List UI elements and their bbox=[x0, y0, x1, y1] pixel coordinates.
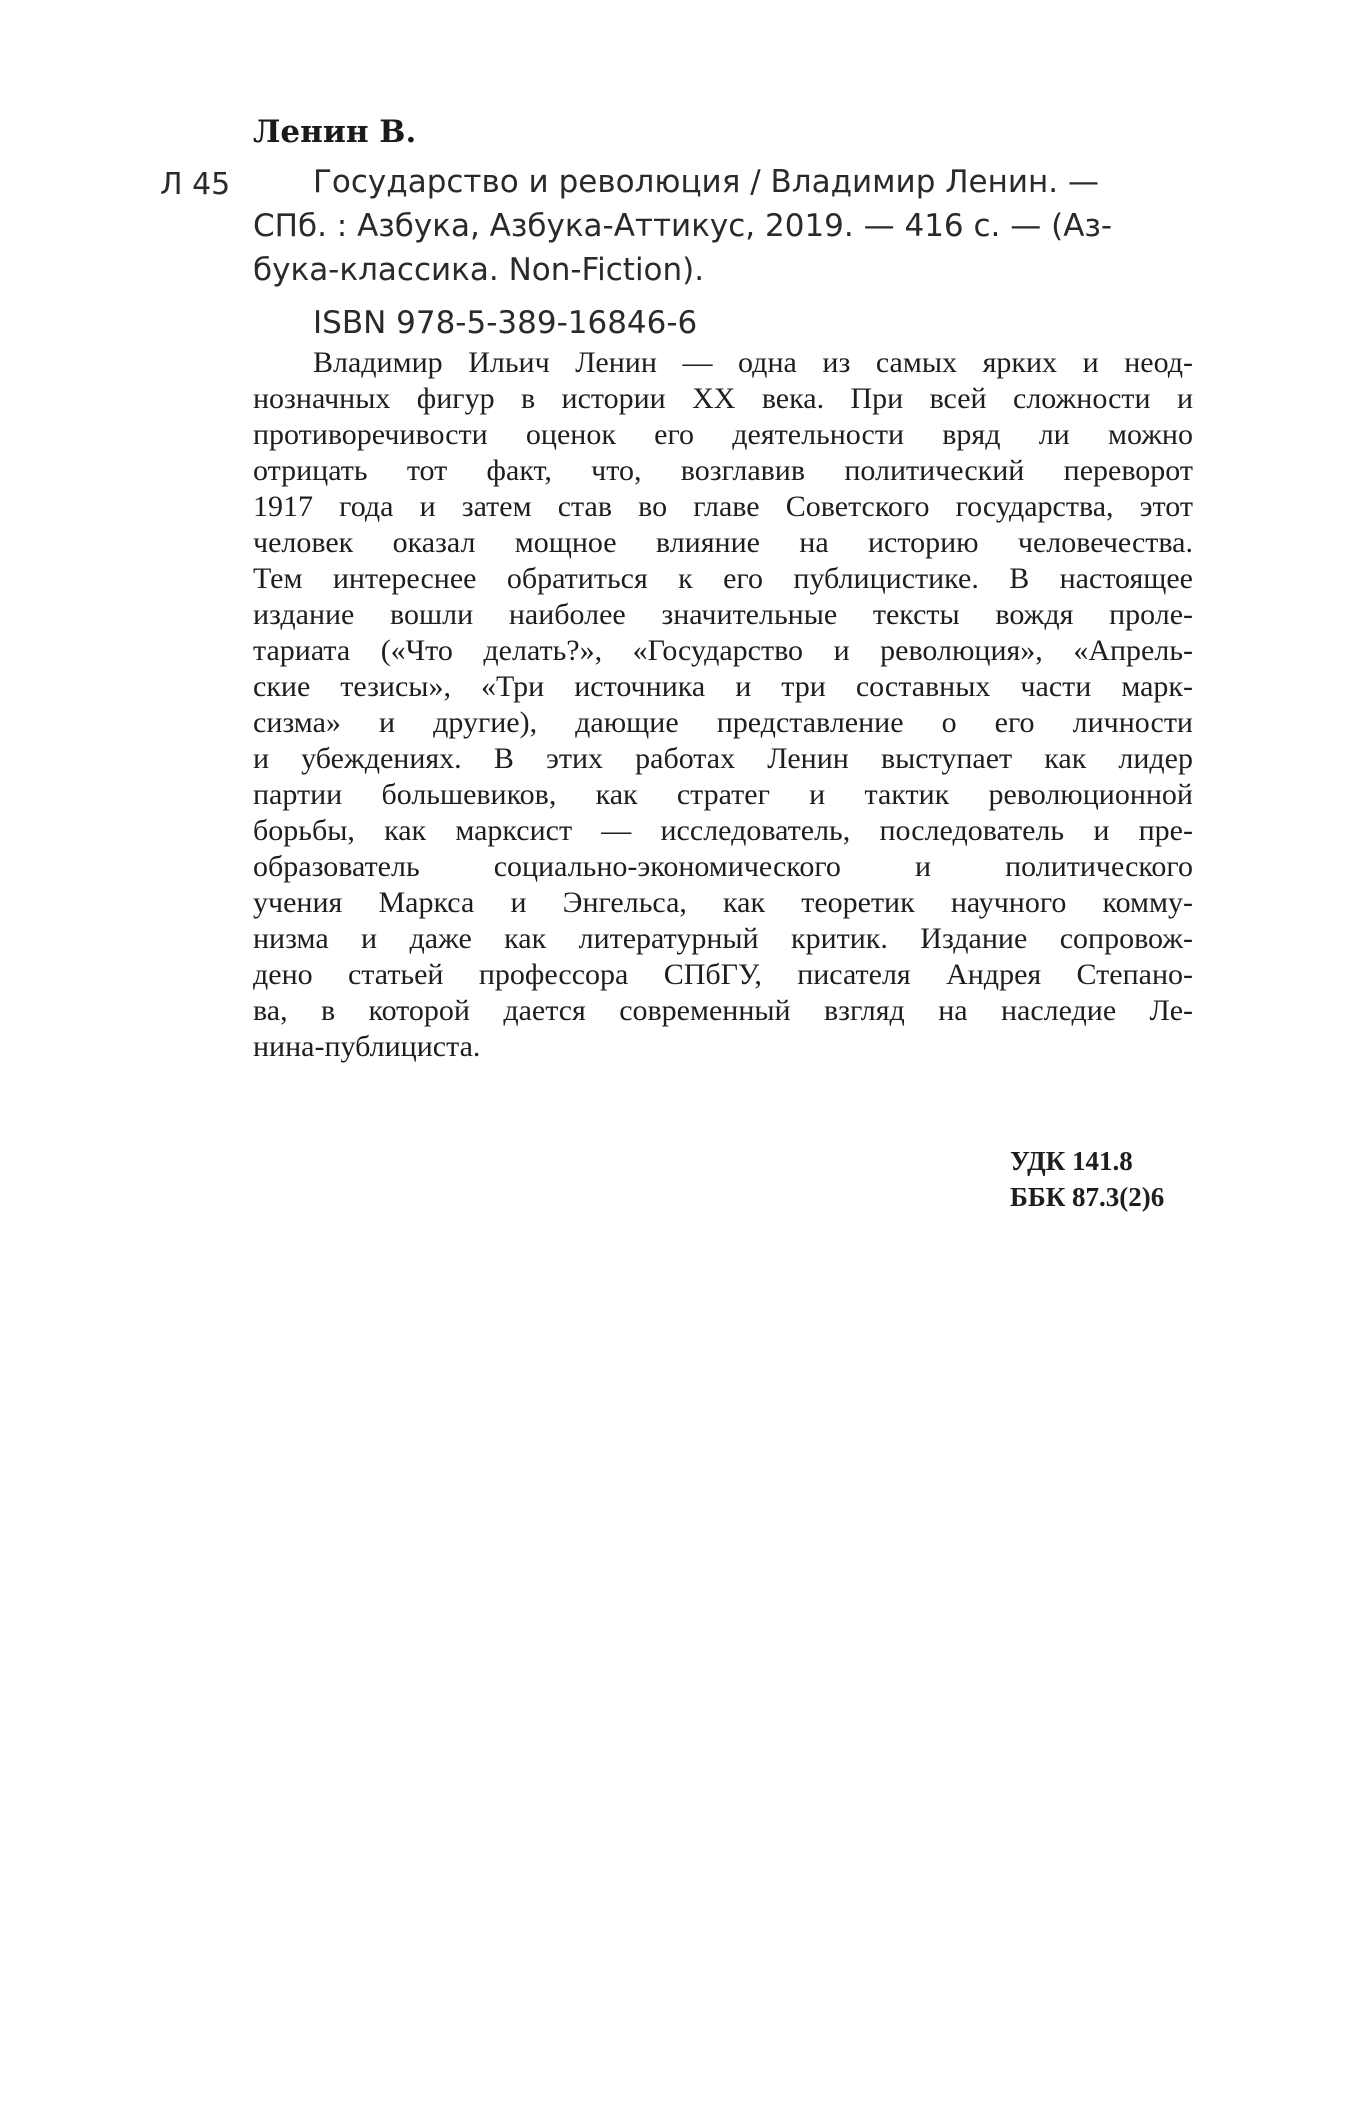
annotation-line: Тем интереснее обратиться к его публицистике. В настоящее bbox=[253, 562, 1193, 595]
annotation-line: дено статьей профессора СПбГУ, писателя Андрея Степано- bbox=[253, 958, 1193, 991]
annotation-line: человек оказал мощное влияние на историю человечества. bbox=[253, 526, 1193, 559]
annotation-line: низма и даже как литературный критик. Издание сопровож- bbox=[253, 922, 1193, 955]
annotation-line: нозначных фигур в истории XX века. При всей сложности и bbox=[253, 382, 1193, 415]
annotation-line: 1917 года и затем став во главе Советского государства, этот bbox=[253, 490, 1193, 523]
bbk-code: ББК 87.3(2)6 bbox=[1010, 1182, 1165, 1212]
annotation-line: борьбы, как марксист — исследователь, последователь и пре- bbox=[253, 814, 1193, 847]
annotation-line: отрицать тот факт, что, возглавив политический переворот bbox=[253, 454, 1193, 487]
author-name: Ленин В. bbox=[253, 114, 417, 150]
annotation-line: нина-публициста. bbox=[253, 1030, 481, 1063]
annotation-line: ва, в которой дается современный взгляд на наследие Ле- bbox=[253, 994, 1193, 1027]
annotation-line: партии большевиков, как стратег и тактик революционной bbox=[253, 778, 1193, 811]
udk-code: УДК 141.8 bbox=[1010, 1146, 1133, 1176]
annotation-line: издание вошли наиболее значительные тексты вождя проле- bbox=[253, 598, 1193, 631]
annotation-line: тариата («Что делать?», «Государство и революция», «Апрель- bbox=[253, 634, 1193, 667]
annotation-line: и убеждениях. В этих работах Ленин выступает как лидер bbox=[253, 742, 1193, 775]
bibliographic-line: Государство и революция / Владимир Ленин. — bbox=[313, 164, 1100, 200]
annotation-line: Владимир Ильич Ленин — одна из самых ярких и неод- bbox=[313, 346, 1193, 379]
bibliographic-line: бука-классика. Non-Fiction). bbox=[253, 252, 705, 288]
bibliographic-line: СПб. : Азбука, Азбука-Аттикус, 2019. — 416 с. — (Аз- bbox=[253, 208, 1113, 244]
annotation-line: противоречивости оценок его деятельности вряд ли можно bbox=[253, 418, 1193, 451]
bibliographic-entry bbox=[253, 160, 1193, 292]
classification-codes bbox=[1010, 1143, 1164, 1215]
annotation-paragraph bbox=[253, 345, 1193, 1065]
annotation-line: сизма» и другие), дающие представление о его личности bbox=[253, 706, 1193, 739]
isbn: ISBN 978-5-389-16846-6 bbox=[313, 305, 698, 341]
annotation-line: учения Маркса и Энгельса, как теоретик научного комму- bbox=[253, 886, 1193, 919]
annotation-line: ские тезисы», «Три источника и три составных части марк- bbox=[253, 670, 1193, 703]
catalog-code: Л 45 bbox=[160, 167, 231, 202]
annotation-line: образователь социально-экономического и политического bbox=[253, 850, 1193, 883]
